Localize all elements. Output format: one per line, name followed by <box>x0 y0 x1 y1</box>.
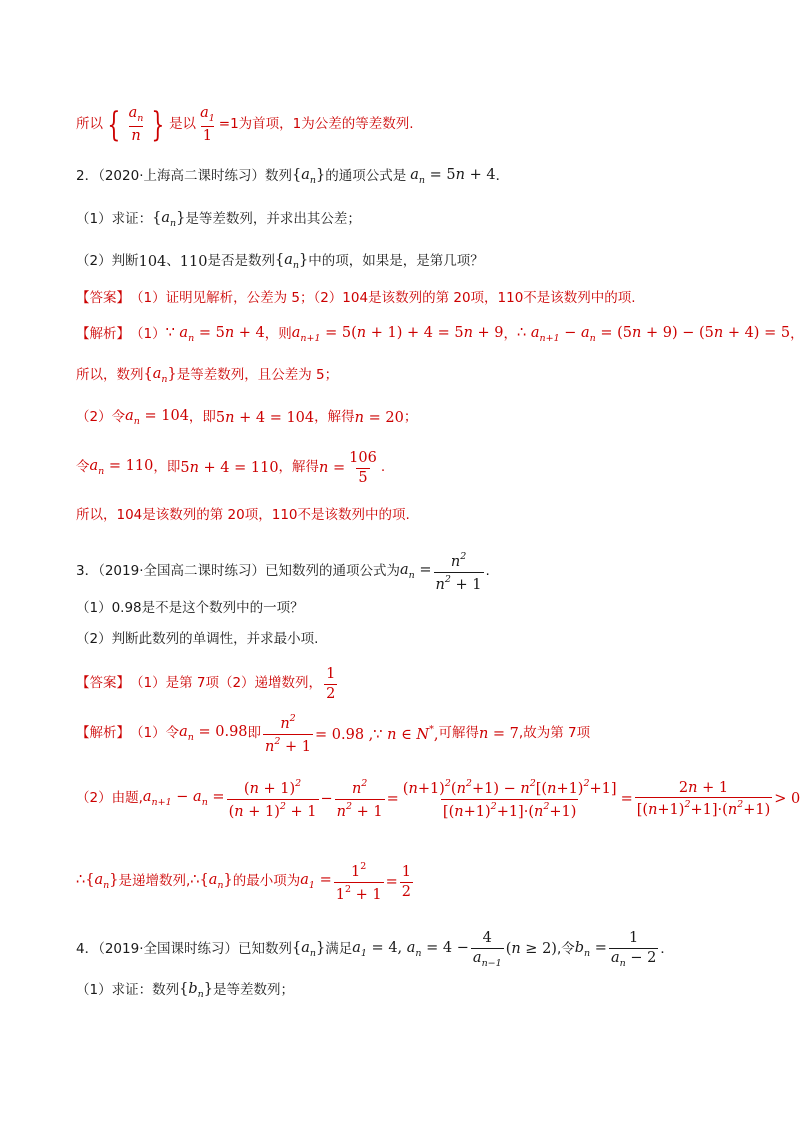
text: （1） <box>130 326 166 342</box>
solution-q2-line-1: 【解析】 （1） ∵ $a_n = 5n + 4$ ，则 $a_{n+1} = 5(n + 1) + 4 = 5n + 9$ ， ∴ $a_{n+1} - a_n = (5n + 9) - (5n + 4) = 5$ ， <box>76 325 804 344</box>
math: $a_1 = 4$, $a_n = 4$ − <box>352 939 469 959</box>
math: 5n + 4 = 110 <box>180 459 279 476</box>
math: $a_n = 110$ <box>89 458 154 478</box>
text: =1为首项，1为公差的等差数列. <box>218 115 414 132</box>
solution-q3-line-1 <box>76 714 590 754</box>
question-3: 3．（2019·全国高二课时练习）已知数列的通项公式为 $a_n$ = $\frac{n^2}{n^2 + 1}$ . <box>76 551 490 593</box>
solution-q2-line-2 <box>76 367 338 385</box>
math: 5n + 4 = 104 <box>215 409 315 426</box>
math: n = <box>319 459 346 476</box>
text: ， <box>503 326 517 342</box>
math-fraction: $\frac{a_1}{1}$ <box>200 105 215 144</box>
text: 所以 <box>76 115 103 132</box>
math: $a_{n+1} = 5(n + 1) + 4 = 5n + 9$ <box>291 325 504 344</box>
math: $\{b_n\}$ <box>179 981 213 1000</box>
text: 满足 <box>325 940 353 957</box>
text: （1）证明见解析，公差为 5；（2）104是该数列的第 20项，110不是该数列中的项. <box>130 290 636 306</box>
text: ，则 <box>264 326 292 342</box>
math-fraction: $\frac{106}{5}$ <box>349 450 377 486</box>
text: （1）令 <box>130 725 180 742</box>
math-fraction: $\frac{1^2}{1^2 + 1}$ <box>335 861 382 903</box>
math: $a_n = 0.98$ <box>179 724 248 744</box>
math-fraction: $\frac{(n+1)^2(n^2+1) - n^2[(n+1)^2+1]}{[(n+1)^2+1]\cdot(n^2+1)}$ <box>402 778 617 820</box>
text: 所以，104是该数列的第 20项，110不是该数列中的项. <box>76 507 410 523</box>
question-3-part-2 <box>76 633 318 647</box>
math: $a_{n+1} - a_n$ = <box>142 789 225 809</box>
text: （1）0.98是不是这个数列中的一项？ <box>76 600 304 616</box>
math-fraction: $\frac{n^2}{n^2 + 1}$ <box>435 551 482 593</box>
text: 中的项，如果是，是第几项？ <box>308 253 484 269</box>
math: = 0.98 ,∵ n ∈ N*, <box>315 724 439 744</box>
text: （1）求证：数列 <box>76 982 180 998</box>
question-2-part-1 <box>76 211 361 229</box>
answer-tag: 【答案】 <box>76 675 130 692</box>
question-4-part-1 <box>76 982 294 1000</box>
question-2: 2．（2020·上海高二课时练习）数列 $\{a_n\}$ 的通项公式是 $a_n = 5n + 4$ ． <box>76 167 510 186</box>
math: $a_1$ = <box>300 872 332 892</box>
math-fraction: $\frac{n^2}{n^2 + 1}$ <box>336 778 383 820</box>
text: 是递增数列, <box>118 873 191 890</box>
text: 是等差数列，且公差为 5； <box>176 367 339 383</box>
text: 的通项公式是 <box>325 168 407 184</box>
math-fraction: $\frac{4}{a_{n-1}}$ <box>472 930 502 969</box>
math: ∴ $a_{n+1} - a_n = (5n + 9) - (5n + 4) = 5$ <box>517 325 791 344</box>
text: 是以 <box>169 115 197 132</box>
text: ，解得 <box>278 459 320 476</box>
math: ∵ $a_n = 5n + 4$ <box>165 325 265 344</box>
math: 110 <box>179 253 208 270</box>
solution-tag: 【解析】 <box>76 326 130 342</box>
text: ，解得 <box>314 409 355 425</box>
text: 所以，数列 <box>76 367 144 383</box>
text: （2）令 <box>76 409 126 425</box>
text: 是否是数列 <box>207 253 275 269</box>
math: $\{a_n\}$ <box>152 210 186 229</box>
math: (n ≥ 2) <box>505 941 557 958</box>
solution-q2-line-4: 令 $a_n = 110$ ，即 5n + 4 = 110 ，解得 n = $\frac{106}{5}$ . <box>76 450 386 486</box>
text: （2）由题, <box>76 790 143 807</box>
solution-q3-line-2: （2）由题, $a_{n+1} - a_n$ = $\frac{(n + 1)^2}{(n + 1)^2 + 1}$ − $\frac{n^2}{n^2 + 1}$ = $\frac{(n+1)^2(n^2+1) - n^2[(n+1)^2+1]}{[(n+1)^2+1]\cdot(n^2+1)}$ = $\frac{2n + 1}{[(n+1)^2+1]\cdot(n^2+1)}$ > 0 <box>76 778 801 820</box>
answer-tag: 【答案】 <box>76 290 130 306</box>
math: $a_n = 104$ <box>125 408 189 427</box>
text: 3．（2019·全国高二课时练习）已知数列的通项公式为 <box>76 563 400 580</box>
answer-q2 <box>76 292 636 306</box>
math: $\therefore\{a_n\}$ <box>76 872 119 892</box>
math: n = 20 <box>354 409 404 426</box>
solution-tag: 【解析】 <box>76 725 130 742</box>
text: 即 <box>247 725 262 742</box>
math-fraction: $\frac{(n + 1)^2}{(n + 1)^2 + 1}$ <box>228 778 317 820</box>
math: } <box>151 104 165 145</box>
math: $a_n$ = <box>400 562 432 582</box>
text: 、 <box>166 253 180 269</box>
text: 令 <box>76 459 90 476</box>
solution-q2-line-5 <box>76 509 410 523</box>
text: 是等差数列，并求出其公差； <box>185 211 361 227</box>
answer-q3 <box>76 667 339 701</box>
text: 2．（2020·上海高二课时练习）数列 <box>76 168 292 184</box>
math-fraction: $\frac{1}{2}$ <box>401 864 411 900</box>
question-4: 4．（2019·全国课时练习）已知数列 $\{a_n\}$ 满足 $a_1 = 4$, $a_n = 4$ − $\frac{4}{a_{n-1}}$ (n ≥ 2) ,令 $b_n$ = $\frac{1}{a_n - 2}$ ． <box>76 930 674 969</box>
text: （2）判断 <box>76 253 139 269</box>
solution-q3-line-3: $\therefore\{a_n\}$ 是递增数列, $\therefore\{a_n\}$ 的最小项为 $a_1$ = $\frac{1^2}{1^2 + 1}$ = $\frac{1}{2}$ <box>76 861 411 903</box>
text: ，即 <box>188 409 216 425</box>
solution-q2-line-3 <box>76 409 417 427</box>
question-2-part-2 <box>76 253 484 271</box>
text: 可解得 <box>438 725 479 742</box>
math: $\{a_n\}$ <box>143 366 177 385</box>
math: $a_n = 5n + 4$ <box>410 167 496 186</box>
conclusion-line-q1 <box>76 106 414 143</box>
text: 的最小项为 <box>232 873 301 890</box>
math-fraction: $\frac{1}{2}$ <box>326 666 336 702</box>
math: $b_n$ = <box>574 939 607 959</box>
math-fraction: $\frac{1}{a_n - 2}$ <box>610 930 657 969</box>
text: （2）判断此数列的单调性，并求最小项. <box>76 631 319 647</box>
text: 4．（2019·全国课时练习）已知数列 <box>76 940 292 957</box>
text: （1）是第 7项（2）递增数列， <box>130 675 323 692</box>
text: 是等差数列； <box>212 982 294 998</box>
math: n = 7 <box>478 725 519 742</box>
text: ,令 <box>556 940 575 957</box>
text: （1）求证： <box>76 211 153 227</box>
math: $\{a_n\}$ <box>292 167 326 186</box>
math-fraction: $\frac{a_n}{n}$ <box>128 105 144 144</box>
math: { <box>107 104 121 145</box>
math: 104 <box>138 253 167 270</box>
math: $\{a_n\}$ <box>292 939 326 959</box>
text: ,故为第 7项 <box>518 725 591 742</box>
math-fraction: $\frac{n^2}{n^2 + 1}$ <box>265 713 312 755</box>
text: ，即 <box>153 459 181 476</box>
math-fraction: $\frac{2n + 1}{[(n+1)^2+1]\cdot(n^2+1)}$ <box>636 779 771 818</box>
math: $\therefore\{a_n\}$ <box>190 872 233 892</box>
text: ； <box>403 409 418 425</box>
math: $\{a_n\}$ <box>274 252 309 271</box>
question-3-part-1 <box>76 602 304 616</box>
